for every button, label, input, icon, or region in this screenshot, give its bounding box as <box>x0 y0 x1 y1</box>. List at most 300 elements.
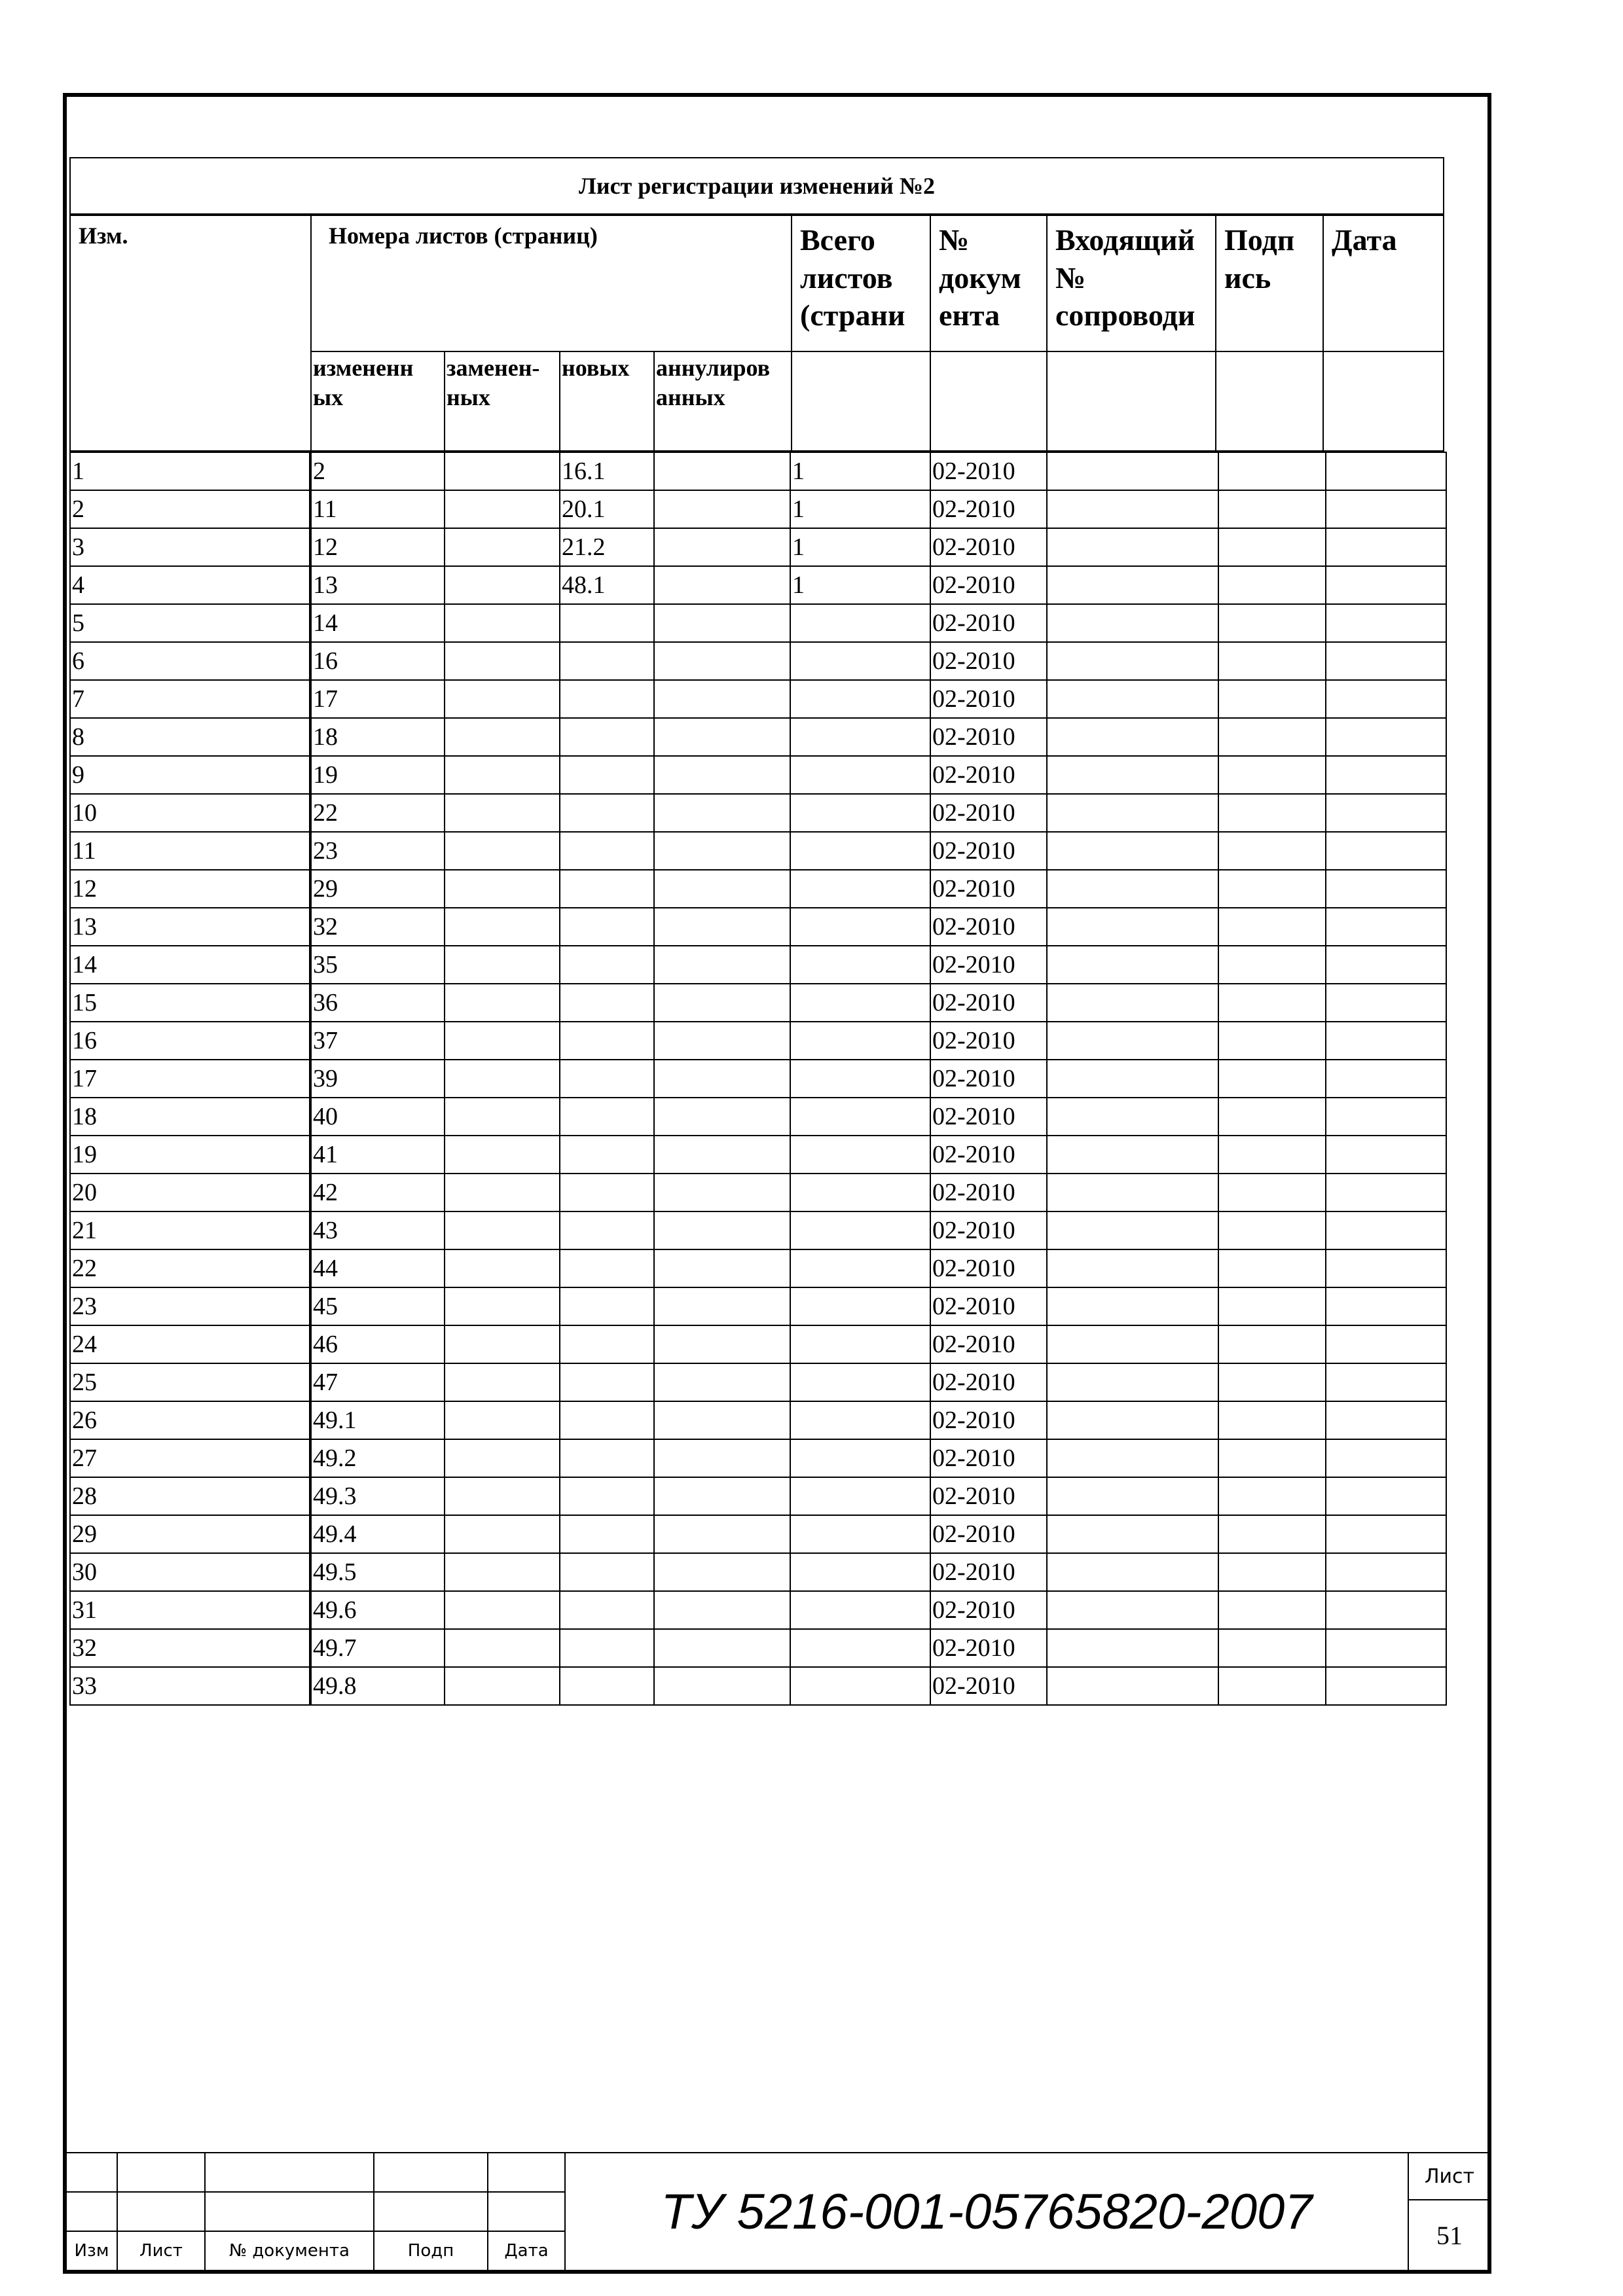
table-cell: 18 <box>69 1097 310 1136</box>
table-cell <box>790 641 931 681</box>
table-cell <box>790 907 931 946</box>
table-cell <box>1218 565 1326 605</box>
stamp-list: Лист <box>117 2231 206 2271</box>
table-cell <box>559 603 655 643</box>
table-cell: 16 <box>310 641 445 681</box>
table-cell <box>1218 1135 1326 1174</box>
table-cell: 17 <box>310 679 445 719</box>
table-cell <box>559 1287 655 1326</box>
table-cell <box>653 1552 791 1592</box>
table-cell <box>559 1249 655 1288</box>
table-cell: 6 <box>69 641 310 681</box>
table-cell <box>1218 679 1326 719</box>
table-cell <box>653 793 791 833</box>
table-cell <box>790 1515 931 1554</box>
table-cell <box>790 1135 931 1174</box>
table-cell <box>653 1135 791 1174</box>
table-cell <box>790 1249 931 1288</box>
table-cell <box>559 1477 655 1516</box>
table-cell <box>790 603 931 643</box>
table-cell: 02-2010 <box>930 1552 1048 1592</box>
table-cell <box>653 1173 791 1212</box>
table-cell <box>1218 1249 1326 1288</box>
table-cell <box>444 1477 560 1516</box>
table-cell: 31 <box>69 1590 310 1630</box>
table-cell <box>1325 679 1447 719</box>
table-cell: 02-2010 <box>930 1515 1048 1554</box>
table-cell <box>1325 1325 1447 1364</box>
table-cell <box>559 1666 655 1706</box>
table-cell <box>653 1021 791 1060</box>
table-cell <box>653 907 791 946</box>
table-cell <box>1218 1211 1326 1250</box>
table-cell: 02-2010 <box>930 907 1048 946</box>
table-cell <box>1325 1059 1447 1098</box>
stamp-cell <box>117 2152 206 2193</box>
table-cell <box>1218 452 1326 491</box>
table-cell: 02-2010 <box>930 452 1048 491</box>
stamp-cell <box>65 2152 118 2193</box>
table-cell <box>1218 528 1326 567</box>
table-cell <box>1325 528 1447 567</box>
table-cell <box>1218 1363 1326 1402</box>
table-cell: 1 <box>790 528 931 567</box>
header-empty-signature <box>1215 351 1324 452</box>
header-incoming: Входящий № сопроводи <box>1046 215 1216 352</box>
table-cell <box>559 1059 655 1098</box>
table-cell <box>653 1211 791 1250</box>
table-cell <box>1046 1249 1219 1288</box>
table-cell: 02-2010 <box>930 1059 1048 1098</box>
table-cell: 19 <box>310 755 445 795</box>
table-cell: 5 <box>69 603 310 643</box>
stamp-cell <box>373 2152 488 2193</box>
table-cell: 02-2010 <box>930 869 1048 908</box>
table-cell <box>653 1439 791 1478</box>
table-cell <box>1325 1666 1447 1706</box>
table-cell <box>653 641 791 681</box>
table-cell <box>790 793 931 833</box>
table-cell <box>1325 1135 1447 1174</box>
table-cell <box>1218 1173 1326 1212</box>
table-cell <box>1325 831 1447 870</box>
stamp-cell <box>204 2191 374 2232</box>
table-cell <box>559 1439 655 1478</box>
table-cell <box>444 755 560 795</box>
table-cell <box>790 717 931 757</box>
table-cell <box>559 907 655 946</box>
table-cell: 40 <box>310 1097 445 1136</box>
table-cell: 02-2010 <box>930 528 1048 567</box>
table-cell: 02-2010 <box>930 490 1048 529</box>
table-cell <box>653 679 791 719</box>
table-cell <box>1218 983 1326 1022</box>
table-cell <box>790 831 931 870</box>
table-cell <box>790 1363 931 1402</box>
table-cell <box>1325 641 1447 681</box>
table-cell: 29 <box>310 869 445 908</box>
table-cell <box>444 1552 560 1592</box>
table-cell <box>790 1097 931 1136</box>
table-cell <box>1046 565 1219 605</box>
table-cell <box>444 1628 560 1668</box>
table-cell <box>1046 490 1219 529</box>
table-cell <box>1325 1628 1447 1668</box>
table-cell <box>790 1325 931 1364</box>
table-cell: 16.1 <box>559 452 655 491</box>
table-cell: 7 <box>69 679 310 719</box>
table-cell <box>559 945 655 984</box>
table-cell <box>559 1552 655 1592</box>
table-cell: 49.3 <box>310 1477 445 1516</box>
table-cell <box>1218 1439 1326 1478</box>
table-cell <box>1325 1515 1447 1554</box>
table-cell <box>1325 1439 1447 1478</box>
table-cell <box>1046 1552 1219 1592</box>
table-cell <box>559 983 655 1022</box>
table-cell <box>444 945 560 984</box>
table-cell: 39 <box>310 1059 445 1098</box>
table-cell <box>1218 793 1326 833</box>
table-cell: 1 <box>790 565 931 605</box>
stamp-cell <box>204 2152 374 2193</box>
table-cell <box>1046 1021 1219 1060</box>
table-cell <box>1325 907 1447 946</box>
table-cell: 02-2010 <box>930 717 1048 757</box>
table-cell: 28 <box>69 1477 310 1516</box>
table-cell <box>1325 869 1447 908</box>
table-cell <box>790 1666 931 1706</box>
document-number: ТУ 5216-001-05765820-2007 <box>564 2152 1409 2271</box>
header-izm: Изм. <box>69 215 312 452</box>
table-cell <box>790 1401 931 1440</box>
table-cell: 41 <box>310 1135 445 1174</box>
table-cell: 02-2010 <box>930 641 1048 681</box>
table-cell: 37 <box>310 1021 445 1060</box>
table-cell <box>653 1477 791 1516</box>
stamp-cell <box>373 2191 488 2232</box>
table-cell <box>559 1590 655 1630</box>
table-cell <box>1325 1021 1447 1060</box>
table-cell <box>559 1135 655 1174</box>
table-cell <box>1218 1590 1326 1630</box>
table-cell: 14 <box>310 603 445 643</box>
header-total-sheets: Всего листов (страни <box>791 215 931 352</box>
table-cell: 2 <box>69 490 310 529</box>
table-cell: 49.5 <box>310 1552 445 1592</box>
table-cell: 14 <box>69 945 310 984</box>
table-cell: 18 <box>310 717 445 757</box>
table-cell <box>1325 793 1447 833</box>
table-cell: 29 <box>69 1515 310 1554</box>
table-cell: 02-2010 <box>930 1021 1048 1060</box>
table-cell <box>653 1325 791 1364</box>
table-cell <box>1046 1097 1219 1136</box>
table-cell <box>1046 983 1219 1022</box>
table-cell <box>444 907 560 946</box>
table-cell: 02-2010 <box>930 1325 1048 1364</box>
table-cell: 46 <box>310 1325 445 1364</box>
table-cell <box>1046 452 1219 491</box>
header-empty-incoming <box>1046 351 1216 452</box>
table-cell: 23 <box>310 831 445 870</box>
table-cell: 1 <box>69 452 310 491</box>
table-cell: 02-2010 <box>930 983 1048 1022</box>
table-cell: 3 <box>69 528 310 567</box>
table-cell <box>653 565 791 605</box>
table-cell <box>790 1173 931 1212</box>
table-cell: 32 <box>69 1628 310 1668</box>
table-cell <box>1046 679 1219 719</box>
table-cell <box>559 717 655 757</box>
table-cell <box>559 641 655 681</box>
table-cell: 02-2010 <box>930 1666 1048 1706</box>
table-cell <box>444 1249 560 1288</box>
table-cell <box>1218 945 1326 984</box>
table-cell <box>444 528 560 567</box>
table-cell: 13 <box>69 907 310 946</box>
table-cell <box>653 1249 791 1288</box>
table-cell <box>1325 945 1447 984</box>
stamp-podp: Подп <box>373 2231 488 2271</box>
table-cell <box>1046 641 1219 681</box>
table-cell <box>1325 1477 1447 1516</box>
table-cell: 32 <box>310 907 445 946</box>
table-cell <box>1218 1325 1326 1364</box>
table-cell: 02-2010 <box>930 1439 1048 1478</box>
table-cell <box>559 679 655 719</box>
table-cell: 36 <box>310 983 445 1022</box>
table-cell <box>1325 983 1447 1022</box>
table-cell: 13 <box>310 565 445 605</box>
table-cell <box>1325 490 1447 529</box>
table-cell <box>1218 1401 1326 1440</box>
stamp-cell <box>65 2191 118 2232</box>
table-cell: 26 <box>69 1401 310 1440</box>
table-cell <box>444 983 560 1022</box>
header-doc-no: № докум ента <box>930 215 1048 352</box>
table-cell: 02-2010 <box>930 1097 1048 1136</box>
table-cell <box>444 1666 560 1706</box>
table-cell <box>1046 1173 1219 1212</box>
table-cell <box>1046 1287 1219 1326</box>
table-cell: 02-2010 <box>930 679 1048 719</box>
table-cell <box>1218 1059 1326 1098</box>
table-cell <box>444 452 560 491</box>
table-cell <box>1218 717 1326 757</box>
table-cell <box>444 1515 560 1554</box>
table-cell <box>653 869 791 908</box>
table-cell <box>559 1021 655 1060</box>
table-cell: 24 <box>69 1325 310 1364</box>
table-cell: 02-2010 <box>930 1401 1048 1440</box>
table-cell: 22 <box>69 1249 310 1288</box>
table-cell <box>444 1325 560 1364</box>
table-cell: 4 <box>69 565 310 605</box>
table-cell: 49.8 <box>310 1666 445 1706</box>
table-cell <box>1046 1477 1219 1516</box>
table-cell <box>790 1059 931 1098</box>
header-empty-date <box>1322 351 1444 452</box>
table-cell: 49.6 <box>310 1590 445 1630</box>
table-cell <box>790 755 931 795</box>
table-cell: 10 <box>69 793 310 833</box>
table-cell <box>790 1628 931 1668</box>
table-cell <box>444 869 560 908</box>
table-cell <box>1325 1097 1447 1136</box>
table-cell: 35 <box>310 945 445 984</box>
table-cell <box>559 1173 655 1212</box>
table-cell <box>1218 831 1326 870</box>
table-cell <box>1218 490 1326 529</box>
table-cell <box>1218 1477 1326 1516</box>
table-cell: 30 <box>69 1552 310 1592</box>
table-cell <box>1046 1325 1219 1364</box>
table-cell <box>1046 1439 1219 1478</box>
table-cell <box>1325 1401 1447 1440</box>
table-cell <box>1046 831 1219 870</box>
table-cell: 17 <box>69 1059 310 1098</box>
header-changed: измененн ых <box>310 351 445 452</box>
table-cell <box>1046 717 1219 757</box>
table-cell <box>653 528 791 567</box>
table-cell <box>1325 565 1447 605</box>
table-cell <box>1046 1363 1219 1402</box>
table-cell <box>444 831 560 870</box>
header-new: новых <box>559 351 655 452</box>
table-cell: 1 <box>790 452 931 491</box>
table-cell <box>653 1401 791 1440</box>
table-cell: 22 <box>310 793 445 833</box>
table-cell <box>559 1325 655 1364</box>
table-cell <box>653 1059 791 1098</box>
stamp-doc: № документа <box>204 2231 374 2271</box>
sheet-number: 51 <box>1408 2199 1491 2271</box>
table-cell <box>1046 1515 1219 1554</box>
table-cell <box>444 1590 560 1630</box>
stamp-izm: Изм <box>65 2231 118 2271</box>
table-cell: 21 <box>69 1211 310 1250</box>
table-cell: 19 <box>69 1135 310 1174</box>
table-cell <box>653 452 791 491</box>
table-cell <box>444 793 560 833</box>
table-cell: 49.1 <box>310 1401 445 1440</box>
table-cell <box>1325 717 1447 757</box>
table-cell <box>1046 1211 1219 1250</box>
table-cell <box>653 490 791 529</box>
table-cell <box>1325 755 1447 795</box>
table-cell <box>1218 1552 1326 1592</box>
stamp-data: Дата <box>487 2231 566 2271</box>
table-cell: 23 <box>69 1287 310 1326</box>
table-cell <box>444 1439 560 1478</box>
table-cell <box>653 1287 791 1326</box>
table-cell: 43 <box>310 1211 445 1250</box>
table-cell: 02-2010 <box>930 793 1048 833</box>
table-cell: 49.4 <box>310 1515 445 1554</box>
table-cell: 02-2010 <box>930 565 1048 605</box>
table-cell <box>653 1363 791 1402</box>
table-cell <box>444 603 560 643</box>
table-cell <box>1046 1666 1219 1706</box>
table-cell <box>790 983 931 1022</box>
table-cell: 02-2010 <box>930 1249 1048 1288</box>
table-cell <box>653 945 791 984</box>
table-cell <box>1046 1135 1219 1174</box>
table-cell: 15 <box>69 983 310 1022</box>
table-cell <box>1046 1059 1219 1098</box>
table-cell <box>1046 869 1219 908</box>
table-cell <box>444 490 560 529</box>
table-cell <box>653 717 791 757</box>
table-cell <box>1325 1211 1447 1250</box>
table-cell <box>653 983 791 1022</box>
table-cell <box>444 679 560 719</box>
table-cell <box>1046 528 1219 567</box>
table-cell <box>1046 945 1219 984</box>
table-cell <box>1218 907 1326 946</box>
table-cell: 11 <box>310 490 445 529</box>
table-cell <box>1325 1590 1447 1630</box>
table-cell <box>790 1477 931 1516</box>
table-cell <box>559 869 655 908</box>
table-cell: 02-2010 <box>930 603 1048 643</box>
table-cell: 02-2010 <box>930 1628 1048 1668</box>
table-title: Лист регистрации изменений №2 <box>69 157 1444 215</box>
table-cell <box>790 679 931 719</box>
table-cell: 25 <box>69 1363 310 1402</box>
table-cell: 49.2 <box>310 1439 445 1478</box>
table-cell <box>653 1590 791 1630</box>
stamp-cell <box>117 2191 206 2232</box>
table-cell: 02-2010 <box>930 1211 1048 1250</box>
table-cell <box>1046 907 1219 946</box>
table-cell: 02-2010 <box>930 1173 1048 1212</box>
table-cell: 21.2 <box>559 528 655 567</box>
table-cell <box>1218 1515 1326 1554</box>
header-signature: Подп ись <box>1215 215 1324 352</box>
table-cell <box>790 1439 931 1478</box>
table-cell: 33 <box>69 1666 310 1706</box>
table-cell <box>559 1363 655 1402</box>
table-cell <box>559 1401 655 1440</box>
table-cell <box>1325 603 1447 643</box>
table-cell <box>444 1211 560 1250</box>
table-cell: 45 <box>310 1287 445 1326</box>
table-cell <box>559 831 655 870</box>
table-cell <box>1218 641 1326 681</box>
table-cell <box>790 1590 931 1630</box>
table-cell: 11 <box>69 831 310 870</box>
table-cell <box>1218 1287 1326 1326</box>
table-cell: 12 <box>310 528 445 567</box>
table-cell <box>1325 1173 1447 1212</box>
table-cell <box>444 1059 560 1098</box>
table-cell: 1 <box>790 490 931 529</box>
stamp-cell <box>487 2191 566 2232</box>
table-cell: 8 <box>69 717 310 757</box>
table-cell: 42 <box>310 1173 445 1212</box>
table-cell <box>559 793 655 833</box>
table-cell <box>1218 755 1326 795</box>
table-cell <box>653 831 791 870</box>
table-cell: 48.1 <box>559 565 655 605</box>
table-cell <box>1218 1628 1326 1668</box>
table-cell <box>790 1287 931 1326</box>
table-cell <box>1046 755 1219 795</box>
table-cell <box>444 717 560 757</box>
table-cell <box>653 603 791 643</box>
